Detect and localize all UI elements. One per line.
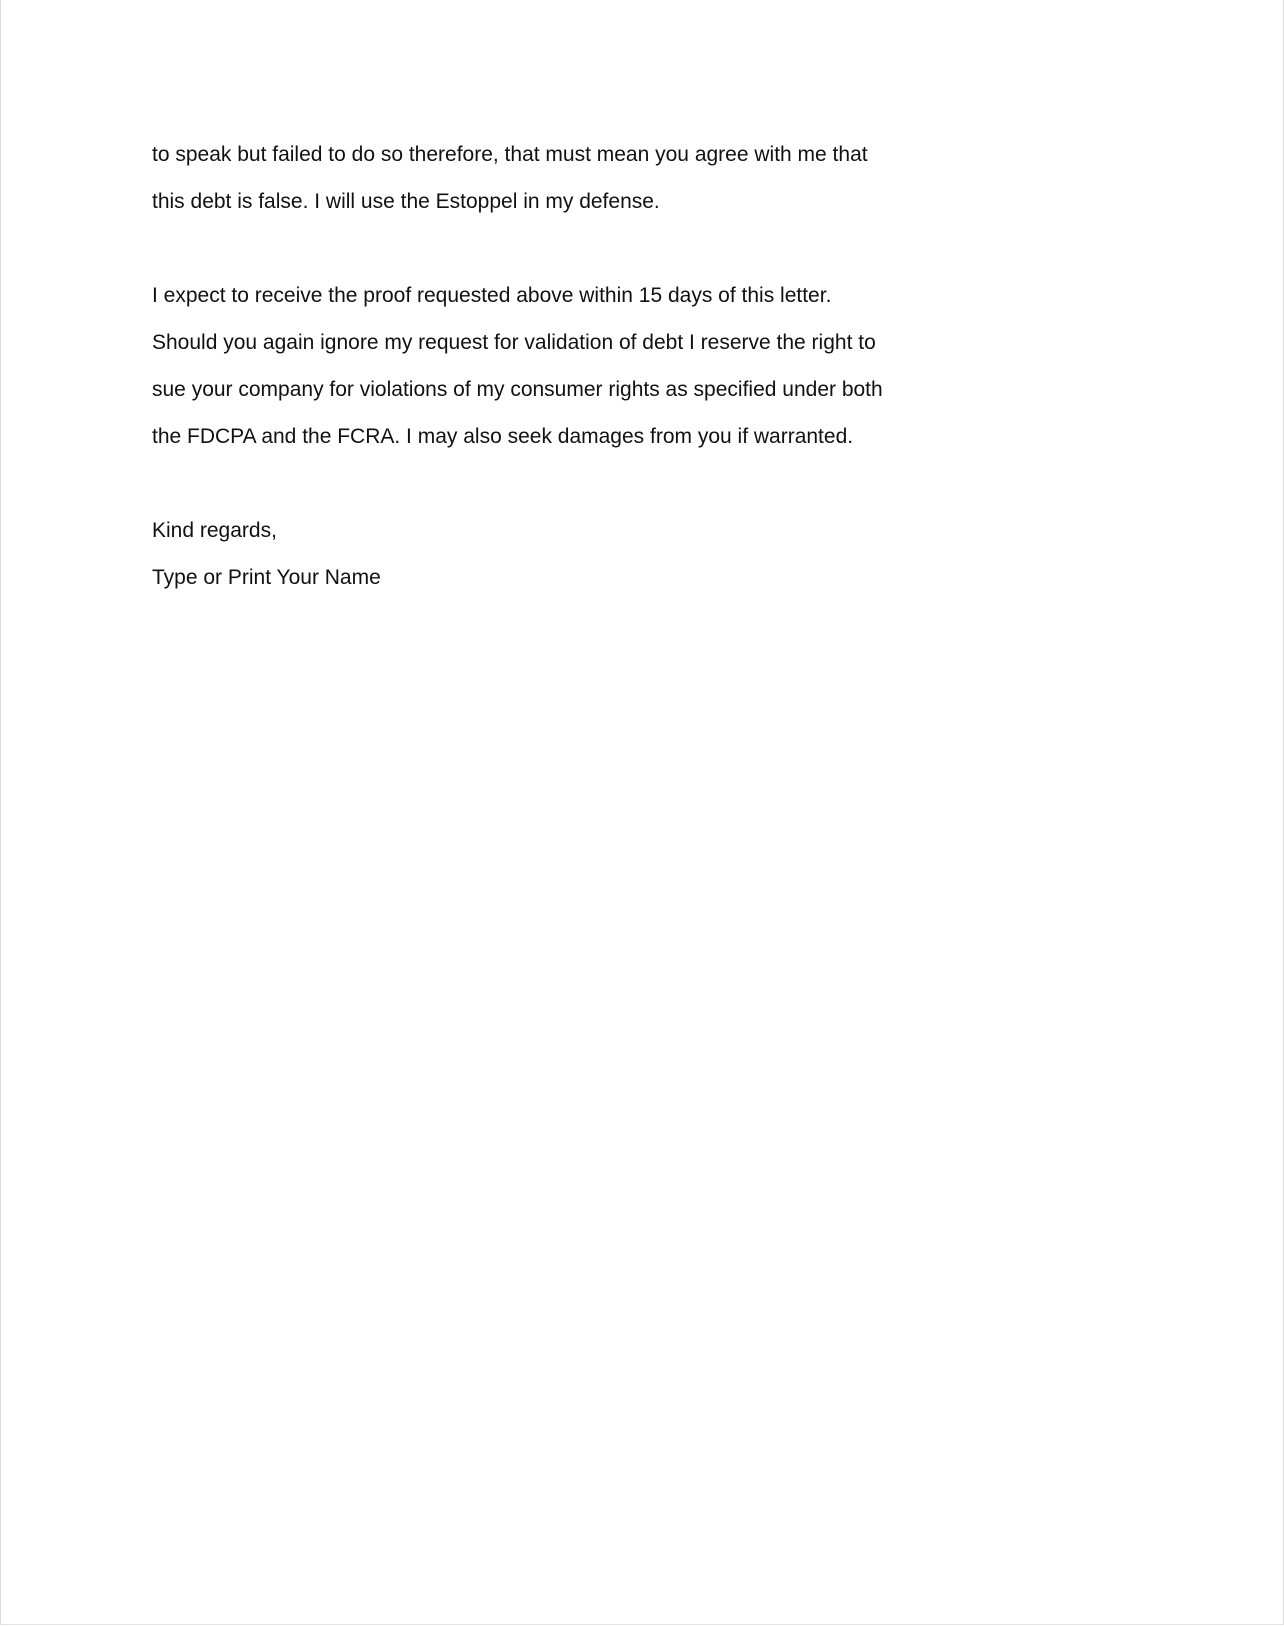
paragraph-1-line-1: to speak but failed to do so therefore, that must mean you agree with me that: [152, 143, 868, 166]
paragraph-spacer: [152, 460, 1012, 507]
paragraph-1-line-2: this debt is false. I will use the Estoppel in my defense.: [152, 190, 660, 213]
paragraph-2-line-1: I expect to receive the proof requested above within 15 days of this letter.: [152, 284, 832, 307]
paragraph-2-line-3: sue your company for violations of my consumer rights as specified under both: [152, 378, 883, 401]
paragraph-2-line-4: the FDCPA and the FCRA. I may also seek damages from you if warranted.: [152, 425, 854, 448]
closing-line: Kind regards,: [152, 519, 277, 542]
signature-line: Type or Print Your Name: [152, 566, 381, 589]
letter-body: [152, 131, 1012, 601]
paragraph-2-line-2: Should you again ignore my request for validation of debt I reserve the right to: [152, 331, 876, 354]
paragraph-spacer: [152, 225, 1012, 272]
